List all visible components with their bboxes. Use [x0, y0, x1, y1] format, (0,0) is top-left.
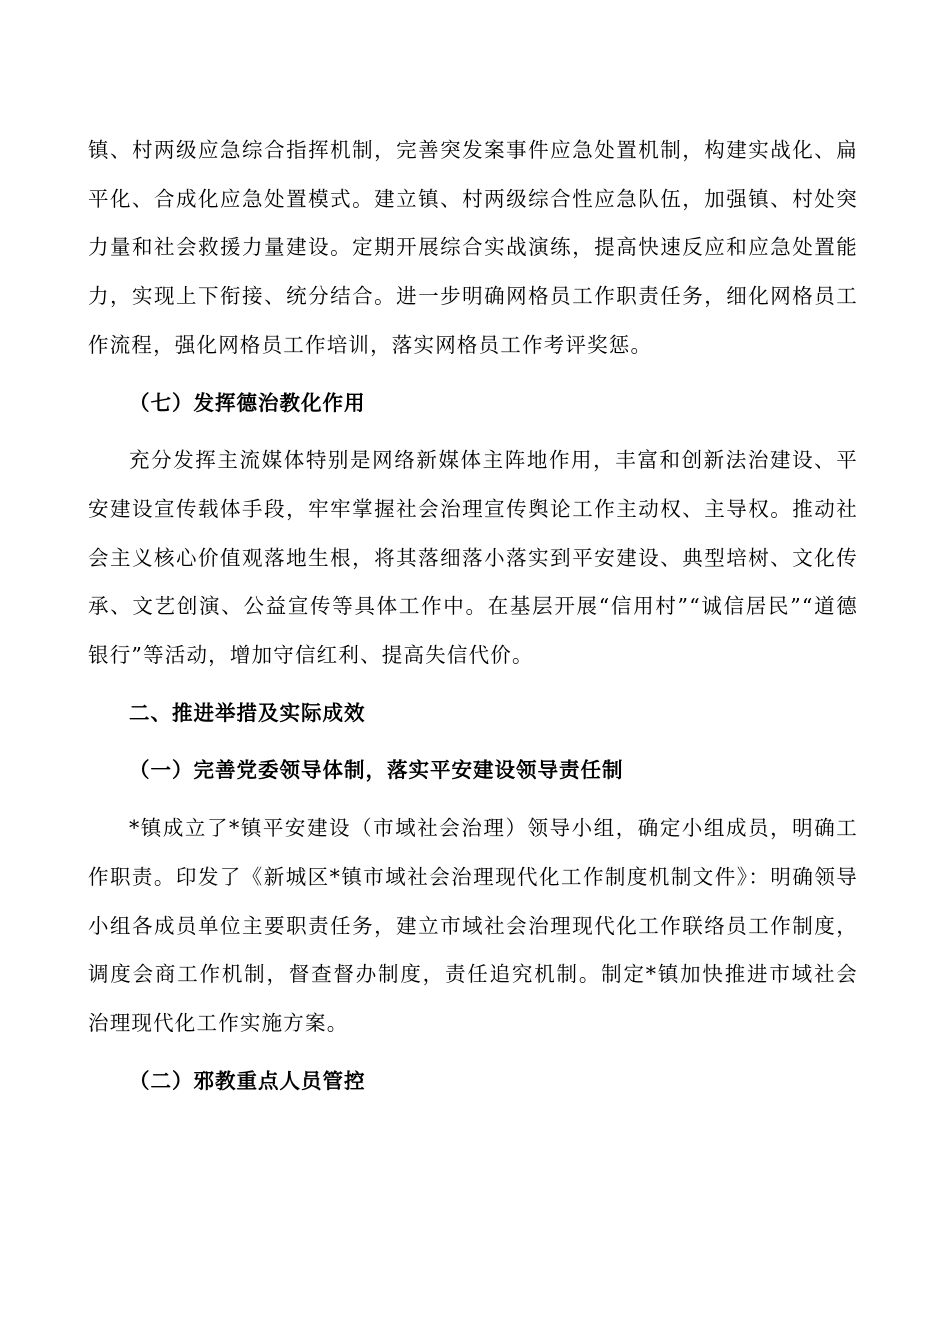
- heading-cult-control: （二）邪教重点人员管控: [129, 1068, 366, 1093]
- paragraph-party-leadership: *镇成立了*镇平安建设（市域社会治理）领导小组，确定小组成员，明确工作职责。印发了《新城区*镇市域社会治理现代化工作制度机制文件》：明确领导小组各成员单位主要职责任务，建立市域社会治理现代化工作联络员工作制度，调度会商工作机制，督查督办制度，责任追究机制。制定*镇加快推进市域社会治理现代化工作实施方案。: [88, 816, 858, 1035]
- heading-party-leadership: （一）完善党委领导体制，落实平安建设领导责任制: [129, 758, 624, 783]
- paragraph-moral-education: 充分发挥主流媒体特别是网络新媒体主阵地作用，丰富和创新法治建设、平安建设宣传载体手段，牢牢掌握社会治理宣传舆论工作主动权、主导权。推动社会主义核心价值观落地生根，将其落细落小落实到平安建设、典型培树、文化传承、文艺创演、公益宣传等具体工作中。在基层开展“信用村”“诚信居民”“道德银行”等活动，增加守信红利、提高失信代价。: [88, 448, 858, 668]
- paragraph-emergency-mechanism: 镇、村两级应急综合指挥机制，完善突发案事件应急处置机制，构建实战化、扁平化、合成化应急处置模式。建立镇、村两级综合性应急队伍，加强镇、村处突力量和社会救援力量建设。定期开展综合实战演练，提高快速反应和应急处置能力，实现上下衔接、统分结合。进一步明确网格员工作职责任务，细化网格员工作流程，强化网格员工作培训，落实网格员工作考评奖惩。: [88, 138, 858, 357]
- document-body: [88, 126, 858, 1114]
- section-heading-measures: 二、推进举措及实际成效: [129, 700, 366, 725]
- heading-moral-education: （七）发挥德治教化作用: [129, 390, 366, 415]
